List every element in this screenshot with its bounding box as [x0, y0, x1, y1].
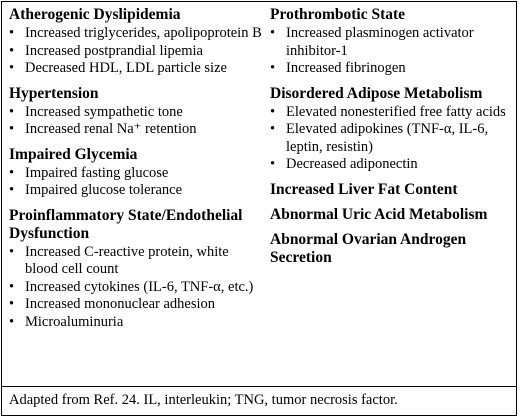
bullet-icon: •: [270, 25, 276, 41]
list-item: • Impaired glucose tolerance: [9, 182, 183, 198]
bullet-icon: •: [270, 156, 276, 172]
list-item: • Increased plasminogen activator inhibitor-1: [270, 25, 474, 59]
section-uric-acid: [270, 206, 515, 224]
section-atherogenic-dyslipidemia: [9, 6, 264, 78]
section-prothrombotic-state: [270, 6, 515, 78]
left-column: [9, 6, 264, 338]
section-proinflammatory-state: [9, 207, 264, 332]
list-item: • Increased postprandial lipemia: [9, 42, 203, 59]
footnote-divider: [2, 386, 516, 387]
list-item: • Increased mononuclear adhesion: [9, 296, 216, 312]
bullet-icon: •: [9, 121, 15, 137]
bullet-icon: •: [9, 60, 15, 76]
section-impaired-glycemia: [9, 146, 264, 200]
bullet-icon: •: [9, 296, 15, 312]
list-item: • Impaired fasting glucose: [9, 164, 169, 181]
section-title: Impaired Glycemia: [9, 145, 138, 163]
bullet-icon: •: [9, 278, 15, 295]
footnote: Adapted from Ref. 24. IL, interleukin; TNG, tumor necrosis factor.: [9, 392, 398, 408]
list-item: • Elevated nonesterified free fatty acids: [270, 103, 506, 120]
right-column: [270, 6, 515, 274]
bullet-icon: •: [270, 103, 276, 120]
list-item: • Increased fibrinogen: [270, 60, 406, 76]
list-item: • Increased renal Na⁺ retention: [9, 121, 197, 137]
bullet-icon: •: [9, 103, 15, 120]
list-item: • Decreased adiponectin: [270, 156, 418, 172]
list-item: • Microaluminuria: [9, 313, 124, 330]
list-item: • Increased C-reactive protein, white blood cell count: [9, 243, 229, 277]
section-liver-fat: [270, 181, 515, 199]
bullet-icon: •: [9, 164, 15, 181]
list-item: • Elevated adipokines (TNF-α, IL-6, leptin, resistin): [270, 121, 489, 155]
bullet-icon: •: [9, 42, 15, 59]
section-title: Proinflammatory State/Endothelial Dysfunction: [9, 206, 243, 242]
bullet-icon: •: [9, 313, 15, 330]
section-title: Atherogenic Dyslipidemia: [9, 6, 181, 23]
section-ovarian-androgen: [270, 231, 515, 267]
list-item: • Decreased HDL, LDL particle size: [9, 60, 227, 76]
list-item: • Increased sympathetic tone: [9, 103, 183, 120]
list-item: • Increased triglycerides, apolipoprotein B: [9, 25, 262, 41]
list-item: • Increased cytokines (IL-6, TNF-α, etc.): [9, 278, 254, 295]
section-hypertension: [9, 85, 264, 139]
section-title: Prothrombotic State: [270, 6, 406, 23]
table-box: [1, 1, 517, 416]
bullet-icon: •: [9, 25, 15, 41]
section-title: Hypertension: [9, 84, 99, 102]
bullet-icon: •: [9, 243, 15, 260]
section-title: Abnormal Uric Acid Metabolism: [270, 205, 488, 223]
section-title: Abnormal Ovarian Androgen Secretion: [270, 230, 467, 266]
section-disordered-adipose-metabolism: [270, 85, 515, 174]
bullet-icon: •: [270, 60, 276, 76]
section-title: Increased Liver Fat Content: [270, 180, 458, 198]
section-title: Disordered Adipose Metabolism: [270, 84, 483, 102]
bullet-icon: •: [270, 121, 276, 137]
bullet-icon: •: [9, 182, 15, 198]
